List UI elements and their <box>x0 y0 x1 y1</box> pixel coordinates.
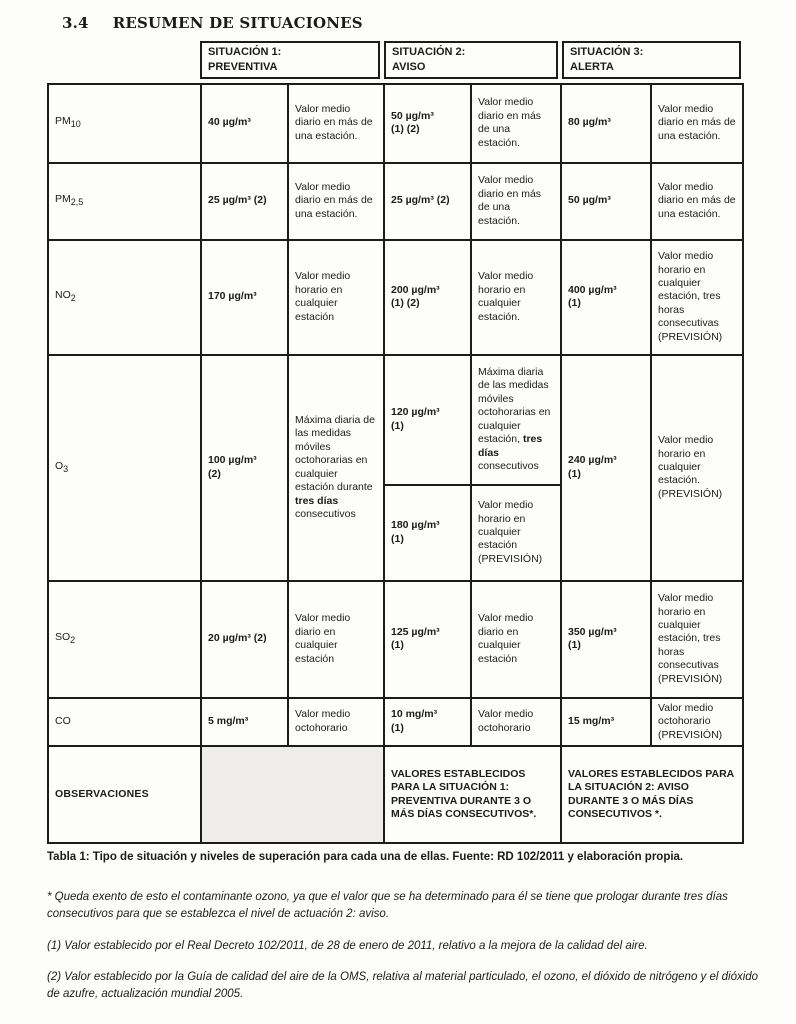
observations-note-situation2: VALORES ESTABLECIDOS PARA LA SITUACIÓN 1: PREVENTIVA DURANTE 3 O MÁS DÍAS CONSECUTIVOS*. <box>384 746 561 843</box>
situation-1-header <box>200 41 380 79</box>
pollutant-subscript: 2 <box>70 635 76 646</box>
value-text: 40 µg/m³ <box>208 116 251 129</box>
criteria-cell <box>471 698 561 746</box>
value-cell <box>561 240 651 355</box>
value-cell <box>384 84 471 163</box>
value-text: 50 µg/m³ <box>568 194 611 207</box>
value-note: (1) <box>391 639 404 652</box>
pollutant-name: PM <box>55 193 71 206</box>
value-cell <box>561 355 651 581</box>
value-text: 25 µg/m³ (2) <box>391 194 450 207</box>
value-text: 120 µg/m³ <box>391 406 440 419</box>
criteria-cell <box>288 698 384 746</box>
value-text: 350 µg/m³ <box>568 625 617 638</box>
table-row <box>48 698 743 746</box>
value-text: 20 µg/m³ (2) <box>208 632 267 645</box>
pollutant-cell <box>48 355 201 581</box>
pollutant-subscript: 2 <box>70 293 76 304</box>
observations-note-situation3: VALORES ESTABLECIDOS PARA LA SITUACIÓN 2: AVISO DURANTE 3 O MÁS DÍAS CONSECUTIVOS *. <box>561 746 743 843</box>
section-heading <box>62 14 796 32</box>
value-text: 50 µg/m³ <box>391 109 434 122</box>
criteria-cell <box>288 163 384 240</box>
criteria-text: Valor medio horario en cualquier estación, tres horas consecutivas (PREVISIÓN) <box>658 250 723 343</box>
situation-1-name: PREVENTIVA <box>208 60 278 73</box>
criteria-cell <box>288 581 384 698</box>
value-text: 170 µg/m³ <box>208 290 257 303</box>
table-caption: Tabla 1: Tipo de situación y niveles de superación para cada una de ellas. Fuente: RD 102/2011 y elaboración propia. <box>47 851 684 863</box>
pollutant-name: NO <box>55 289 71 302</box>
criteria-cell <box>471 581 561 698</box>
situation-1-label: SITUACIÓN 1: <box>208 46 282 58</box>
footnote-1: (1) Valor establecido por el Real Decreto 102/2011, de 28 de enero de 2011, relativo a la mejora de la calidad del aire. <box>47 939 648 952</box>
criteria-text: Valor medio diario en más de una estación. <box>295 103 373 142</box>
value-note: (1) <box>391 419 404 432</box>
table-row <box>48 240 743 355</box>
value-note: (1) <box>568 639 581 652</box>
value-text: 180 µg/m³ <box>391 519 440 532</box>
criteria-text: Valor medio horario en cualquier estación (PREVISIÓN) <box>478 499 543 565</box>
value-text: 240 µg/m³ <box>568 454 617 467</box>
criteria-text: Valor medio diario en más de una estación. <box>658 181 736 220</box>
value-note: (1) <box>568 467 581 480</box>
criteria-text: consecutivos <box>478 460 539 472</box>
criteria-cell <box>288 84 384 163</box>
value-cell <box>561 84 651 163</box>
value-note: (1) <box>391 721 404 734</box>
value-cell <box>384 581 471 698</box>
criteria-text: Valor medio diario en más de una estación. <box>658 103 736 142</box>
pollutant-name: SO <box>55 631 71 644</box>
section-number: 3.4 <box>62 14 89 32</box>
value-cell <box>384 163 471 240</box>
pollutant-cell <box>48 581 201 698</box>
criteria-bold-text: tres días <box>295 494 339 507</box>
criteria-cell <box>471 163 561 240</box>
pollutant-name: O <box>55 459 64 472</box>
value-text: 400 µg/m³ <box>568 283 617 296</box>
value-text: 5 mg/m³ <box>208 715 249 728</box>
value-cell <box>561 698 651 746</box>
criteria-cell <box>288 355 384 581</box>
criteria-text: Valor medio diario en cualquier estación <box>478 612 534 665</box>
pollutant-cell <box>48 698 201 746</box>
criteria-cell <box>651 698 743 746</box>
criteria-cell <box>651 355 743 581</box>
pollutant-cell <box>48 240 201 355</box>
criteria-cell <box>471 84 561 163</box>
observations-empty-shaded-cell <box>201 746 384 843</box>
value-cell <box>201 581 288 698</box>
pollutant-subscript: 10 <box>70 119 81 130</box>
table-row <box>48 355 743 485</box>
value-cell <box>201 163 288 240</box>
value-text: 125 µg/m³ <box>391 625 440 638</box>
criteria-text: Máxima diaria de las medidas móviles octohorarias en cualquier estación, <box>478 365 551 446</box>
situation-2-header <box>384 41 558 79</box>
value-cell <box>561 163 651 240</box>
section-title: RESUMEN DE SITUACIONES <box>112 14 363 32</box>
value-cell <box>201 240 288 355</box>
value-note: (2) <box>208 467 221 480</box>
value-cell <box>201 84 288 163</box>
criteria-text: Valor medio horario en cualquier estación, tres horas consecutivas (PREVISIÓN) <box>658 592 723 685</box>
criteria-bold-text: tres días <box>478 433 543 459</box>
criteria-cell <box>651 581 743 698</box>
criteria-text: Valor medio diario en más de una estación. <box>478 96 542 149</box>
pollutant-subscript: 2,5 <box>70 197 84 208</box>
value-text: 200 µg/m³ <box>391 283 440 296</box>
pollutant-cell <box>48 84 201 163</box>
value-text: 25 µg/m³ (2) <box>208 194 267 207</box>
situations-summary-table <box>47 83 744 844</box>
situation-2-label: SITUACIÓN 2: <box>392 46 466 58</box>
criteria-text: consecutivos <box>295 508 356 520</box>
criteria-text: Valor medio diario en más de una estación. <box>295 181 373 220</box>
observations-label: OBSERVACIONES <box>48 746 201 843</box>
value-text: 15 mg/m³ <box>568 715 615 728</box>
table-header-row <box>47 41 796 79</box>
criteria-text: Valor medio octohorario <box>478 708 534 734</box>
pollutant-subscript: 3 <box>63 463 69 474</box>
value-cell <box>201 355 288 581</box>
criteria-text: Valor medio horario en cualquier estación. <box>478 270 534 323</box>
value-cell <box>384 355 471 485</box>
criteria-text: Valor medio diario en más de una estación. <box>478 174 542 227</box>
footnote-2: (2) Valor establecido por la Guía de calidad del aire de la OMS, relativa al material particulado, el ozono, el dióxido de nitrógeno y el dióxido de azufre, actualización mundial 2005. <box>47 970 759 1001</box>
criteria-cell <box>471 355 561 485</box>
value-note: (1) <box>391 532 404 545</box>
value-cell <box>561 581 651 698</box>
value-text: 100 µg/m³ <box>208 454 257 467</box>
table-row <box>48 84 743 163</box>
criteria-text: Valor medio octohorario <box>295 708 351 734</box>
value-text: 80 µg/m³ <box>568 116 611 129</box>
value-note: (1) (2) <box>391 123 420 136</box>
table-row <box>48 163 743 240</box>
criteria-text: Valor medio horario en cualquier estación <box>295 270 351 323</box>
observations-row <box>48 746 743 843</box>
criteria-text: Valor medio diario en cualquier estación <box>295 612 351 665</box>
table-row <box>48 581 743 698</box>
value-cell <box>384 485 471 581</box>
value-cell <box>384 240 471 355</box>
criteria-cell <box>471 485 561 581</box>
criteria-cell <box>288 240 384 355</box>
footnote-asterisk: * Queda exento de esto el contaminante ozono, ya que el valor que se ha determinado para él se tiene que prologar durante tres días consecutivos para que se establezca el nivel de actuación 2: aviso. <box>47 891 728 921</box>
value-cell <box>201 698 288 746</box>
criteria-cell <box>651 84 743 163</box>
situation-3-header <box>562 41 741 79</box>
value-text: 10 mg/m³ <box>391 708 438 721</box>
criteria-text: Valor medio horario en cualquier estación. (PREVISIÓN) <box>658 434 723 500</box>
criteria-cell <box>471 240 561 355</box>
situation-2-name: AVISO <box>392 60 426 73</box>
pollutant-cell <box>48 163 201 240</box>
criteria-cell <box>651 163 743 240</box>
criteria-text: Máxima diaria de las medidas móviles octohorarias en cualquier estación durante <box>295 413 375 494</box>
pollutant-name: PM <box>55 115 71 128</box>
value-note: (1) <box>568 297 581 310</box>
pollutant-name: CO <box>55 715 71 728</box>
value-note: (1) (2) <box>391 297 420 310</box>
value-cell <box>384 698 471 746</box>
criteria-cell <box>651 240 743 355</box>
situation-3-name: ALERTA <box>570 60 614 73</box>
criteria-text: Valor medio octohorario (PREVISIÓN) <box>658 701 723 741</box>
situation-3-label: SITUACIÓN 3: <box>570 46 644 58</box>
